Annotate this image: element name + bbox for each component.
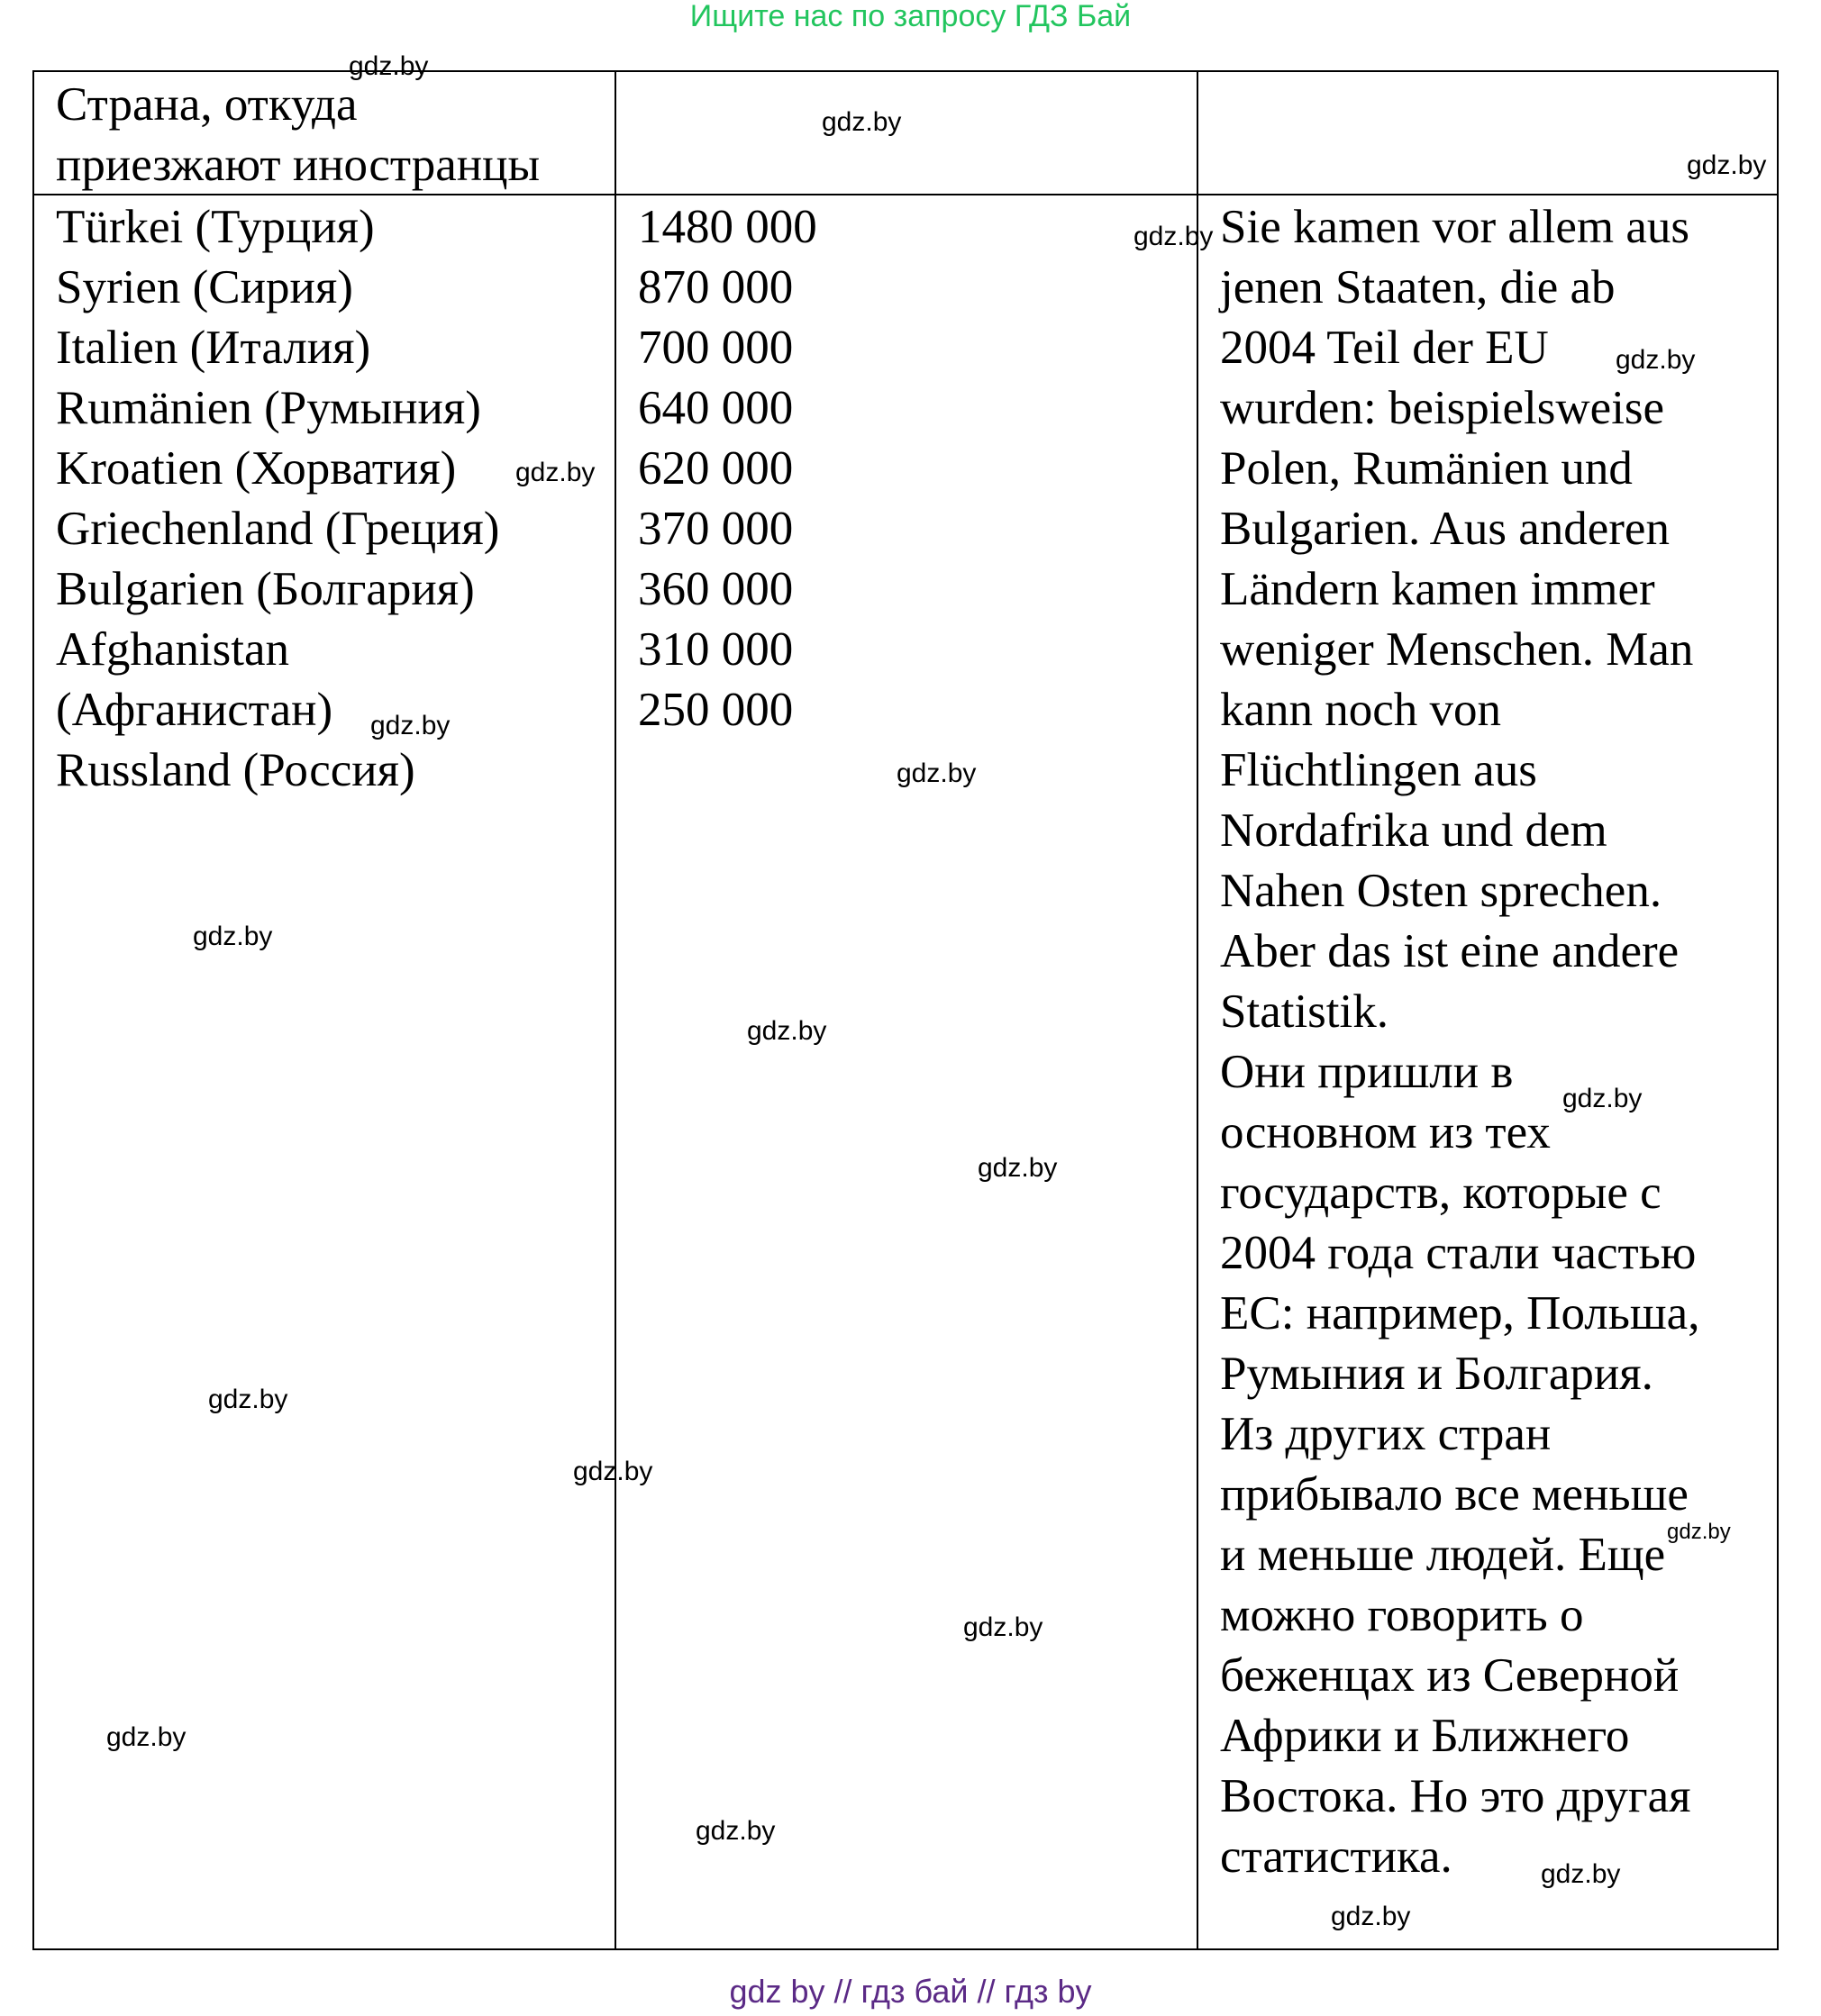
- header-country-line1: Страна, откуда: [56, 78, 358, 131]
- header-country-cell: [56, 75, 540, 195]
- explanation-line: ЕС: например, Польша,: [1220, 1287, 1700, 1339]
- column-divider-2: [1197, 72, 1198, 1948]
- watermark-text: gdz.by: [1134, 222, 1214, 251]
- number-item: 310 000: [638, 623, 794, 676]
- country-item: Afghanistan: [56, 623, 290, 676]
- explanation-line: основном из тех: [1220, 1106, 1551, 1158]
- country-item: Rumänien (Румыния): [56, 382, 481, 434]
- watermark-text: gdz.by: [1331, 1902, 1411, 1931]
- explanation-line: Африки и Ближнего: [1220, 1710, 1630, 1762]
- explanation-line: Румыния и Болгария.: [1220, 1348, 1653, 1400]
- number-item: 1480 000: [638, 201, 817, 253]
- explanation-line: Они пришли в: [1220, 1046, 1514, 1098]
- explanation-line: Ländern kamen immer: [1220, 563, 1655, 615]
- watermark-text: gdz.by: [573, 1457, 653, 1486]
- explanation-line: Bulgarien. Aus anderen: [1220, 503, 1670, 555]
- watermark-text: gdz.by: [897, 758, 977, 788]
- watermark-text: gdz.by: [349, 51, 429, 81]
- country-item: (Афганистан): [56, 684, 333, 736]
- explanation-line: прибывало все меньше: [1220, 1468, 1689, 1521]
- explanation-line: Statistik.: [1220, 985, 1389, 1038]
- explanation-line: Aber das ist eine andere: [1220, 925, 1680, 977]
- watermark-text: gdz.by: [963, 1612, 1043, 1642]
- watermark-text: gdz.by: [978, 1153, 1058, 1183]
- watermark-text: gdz.by: [1687, 150, 1767, 180]
- country-item: Russland (Россия): [56, 744, 415, 796]
- explanation-line: Polen, Rumänien und: [1220, 442, 1633, 495]
- explanation-line: 2004 года стали частью: [1220, 1227, 1697, 1279]
- explanation-line: беженцах из Северной: [1220, 1649, 1680, 1702]
- watermark-text: gdz.by: [1616, 345, 1696, 375]
- number-item: 640 000: [638, 382, 794, 434]
- explanation-line: можно говорить о: [1220, 1589, 1584, 1641]
- number-item: 700 000: [638, 322, 794, 374]
- watermark-text: gdz.by: [1667, 1520, 1731, 1544]
- watermark-text: gdz.by: [1541, 1859, 1621, 1889]
- country-item: Kroatien (Хорватия): [56, 442, 457, 495]
- data-table: [32, 70, 1779, 1950]
- watermark-text: gdz.by: [696, 1816, 776, 1846]
- explanation-line: Из других стран: [1220, 1408, 1552, 1460]
- explanation-line: государств, которые с: [1220, 1167, 1662, 1219]
- watermark-text: gdz.by: [370, 711, 451, 740]
- number-list: [638, 197, 817, 740]
- explanation-line: jenen Staaten, die ab: [1220, 261, 1616, 313]
- explanation-line: статистика.: [1220, 1830, 1452, 1883]
- country-item: Türkei (Турция): [56, 201, 375, 253]
- explanation-line: weniger Menschen. Man: [1220, 623, 1694, 676]
- country-item: Italien (Италия): [56, 322, 371, 374]
- header-country-line2: приезжают иностранцы: [56, 139, 541, 191]
- explanation-line: wurden: beispielsweise: [1220, 382, 1665, 434]
- explanation-line: Nahen Osten sprechen.: [1220, 865, 1662, 917]
- watermark-text: gdz.by: [515, 458, 596, 487]
- column-divider-1: [615, 72, 616, 1948]
- number-item: 360 000: [638, 563, 794, 615]
- footer-links: gdz by // гдз бай // гдз by: [729, 1973, 1092, 2010]
- explanation-line: Востока. Но это другая: [1220, 1770, 1691, 1822]
- explanation-line: kann noch von: [1220, 684, 1502, 736]
- number-item: 250 000: [638, 684, 794, 736]
- watermark-text: gdz.by: [747, 1016, 827, 1046]
- number-item: 620 000: [638, 442, 794, 495]
- country-item: Griechenland (Греция): [56, 503, 500, 555]
- watermark-text: gdz.by: [193, 922, 273, 951]
- watermark-text: gdz.by: [1562, 1084, 1643, 1113]
- top-banner: Ищите нас по запросу ГДЗ Бай: [689, 0, 1132, 33]
- number-item: 370 000: [638, 503, 794, 555]
- explanation-line: и меньше людей. Еще: [1220, 1529, 1666, 1581]
- explanation-line: Sie kamen vor allem aus: [1220, 201, 1690, 253]
- watermark-text: gdz.by: [822, 107, 902, 137]
- explanation-line: Flüchtlingen aus: [1220, 744, 1537, 796]
- watermark-text: gdz.by: [106, 1722, 187, 1752]
- watermark-text: gdz.by: [208, 1385, 288, 1414]
- country-item: Syrien (Сирия): [56, 261, 353, 313]
- explanation-text: [1220, 197, 1770, 1887]
- country-item: Bulgarien (Болгария): [56, 563, 475, 615]
- explanation-line: Nordafrika und dem: [1220, 804, 1607, 857]
- number-item: 870 000: [638, 261, 794, 313]
- explanation-line: 2004 Teil der EU: [1220, 322, 1549, 374]
